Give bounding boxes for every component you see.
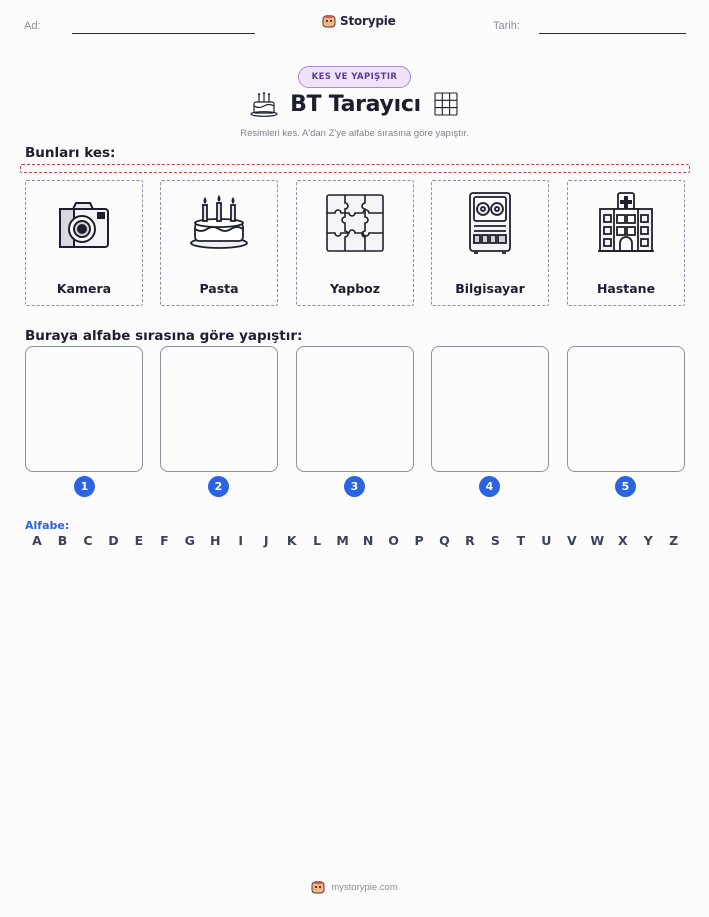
- alphabet-letter: R: [465, 533, 475, 548]
- alphabet-letter: F: [160, 533, 169, 548]
- puzzle-icon: [323, 191, 387, 255]
- alphabet-letter: O: [388, 533, 399, 548]
- name-label: Ad:: [24, 20, 41, 32]
- cake-icon: [250, 91, 278, 117]
- computer-icon: [458, 191, 522, 255]
- title-row: [0, 91, 709, 117]
- alphabet-letter: A: [32, 533, 42, 548]
- alphabet-letter: Q: [439, 533, 450, 548]
- alphabet-letter: K: [286, 533, 297, 548]
- cut-card-label: Kamera: [56, 281, 112, 296]
- storypie-mascot-icon: [311, 880, 325, 894]
- alphabet-letter: I: [238, 533, 244, 548]
- alphabet-letter: Z: [669, 533, 679, 548]
- cut-card-label: Hastane: [596, 281, 656, 296]
- alphabet-letter: N: [362, 533, 374, 548]
- footer-url[interactable]: mystorypie.com: [331, 881, 398, 893]
- alphabet-letter: J: [263, 533, 269, 548]
- alphabet-letter: U: [541, 533, 552, 548]
- alphabet-row: [30, 533, 681, 548]
- alphabet-letter: L: [313, 533, 322, 548]
- alphabet-letter: Y: [643, 533, 653, 548]
- alphabet-letter: V: [567, 533, 577, 548]
- paste-number-badge: 2: [208, 476, 229, 497]
- alphabet-letter: P: [414, 533, 424, 548]
- paste-box-3[interactable]: [296, 346, 414, 472]
- cut-card-label: Yapboz: [329, 281, 381, 296]
- paste-box-1[interactable]: [25, 346, 143, 472]
- cut-card-puzzle[interactable]: [296, 180, 414, 306]
- alphabet-letter: M: [336, 533, 349, 548]
- cut-section-heading: Bunları kes:: [25, 145, 116, 161]
- cut-card-computer[interactable]: [431, 180, 549, 306]
- paste-box-4[interactable]: [431, 346, 549, 472]
- alphabet-letter: X: [617, 533, 628, 548]
- brand-logo: [322, 14, 396, 28]
- cut-guide-line: [20, 164, 690, 173]
- paste-number-badge: 3: [344, 476, 365, 497]
- alphabet-letter: S: [490, 533, 500, 548]
- instructions: Resimleri kes. A'dan Z'ye alfabe sırasına göre yapıştır.: [240, 128, 469, 139]
- alphabet-letter: W: [590, 533, 605, 548]
- alphabet-letter: B: [57, 533, 68, 548]
- alphabet-letter: C: [83, 533, 93, 548]
- activity-type-badge: KES VE YAPIŞTIR: [298, 66, 411, 88]
- paste-number-badge: 4: [479, 476, 500, 497]
- paste-box-2[interactable]: [160, 346, 278, 472]
- alphabet-letter: H: [210, 533, 221, 548]
- cake-icon: [187, 191, 251, 255]
- alphabet-letter: G: [184, 533, 195, 548]
- cut-card-label: Pasta: [199, 281, 239, 296]
- name-line[interactable]: [72, 33, 255, 34]
- alphabet-letter: E: [134, 533, 144, 548]
- hospital-icon: [594, 191, 658, 255]
- camera-icon: [52, 191, 116, 255]
- cut-card-camera[interactable]: [25, 180, 143, 306]
- paste-section-heading: Buraya alfabe sırasına göre yapıştır:: [25, 328, 303, 344]
- date-line[interactable]: [539, 33, 686, 34]
- footer: [0, 880, 709, 894]
- alphabet-heading: Alfabe:: [25, 519, 70, 532]
- storypie-mascot-icon: [322, 14, 336, 28]
- cut-card-hospital[interactable]: [567, 180, 685, 306]
- page-title: BT Tarayıcı: [290, 91, 421, 117]
- alphabet-letter: D: [108, 533, 119, 548]
- paste-number-badge: 5: [615, 476, 636, 497]
- cut-card-label: Bilgisayar: [455, 281, 525, 296]
- paste-box-5[interactable]: [567, 346, 685, 472]
- cut-card-cake[interactable]: [160, 180, 278, 306]
- alphabet-letter: T: [516, 533, 526, 548]
- paste-number-badge: 1: [74, 476, 95, 497]
- brand-name: Storypie: [340, 14, 396, 28]
- puzzle-icon: [433, 91, 459, 117]
- date-label: Tarih:: [493, 20, 520, 32]
